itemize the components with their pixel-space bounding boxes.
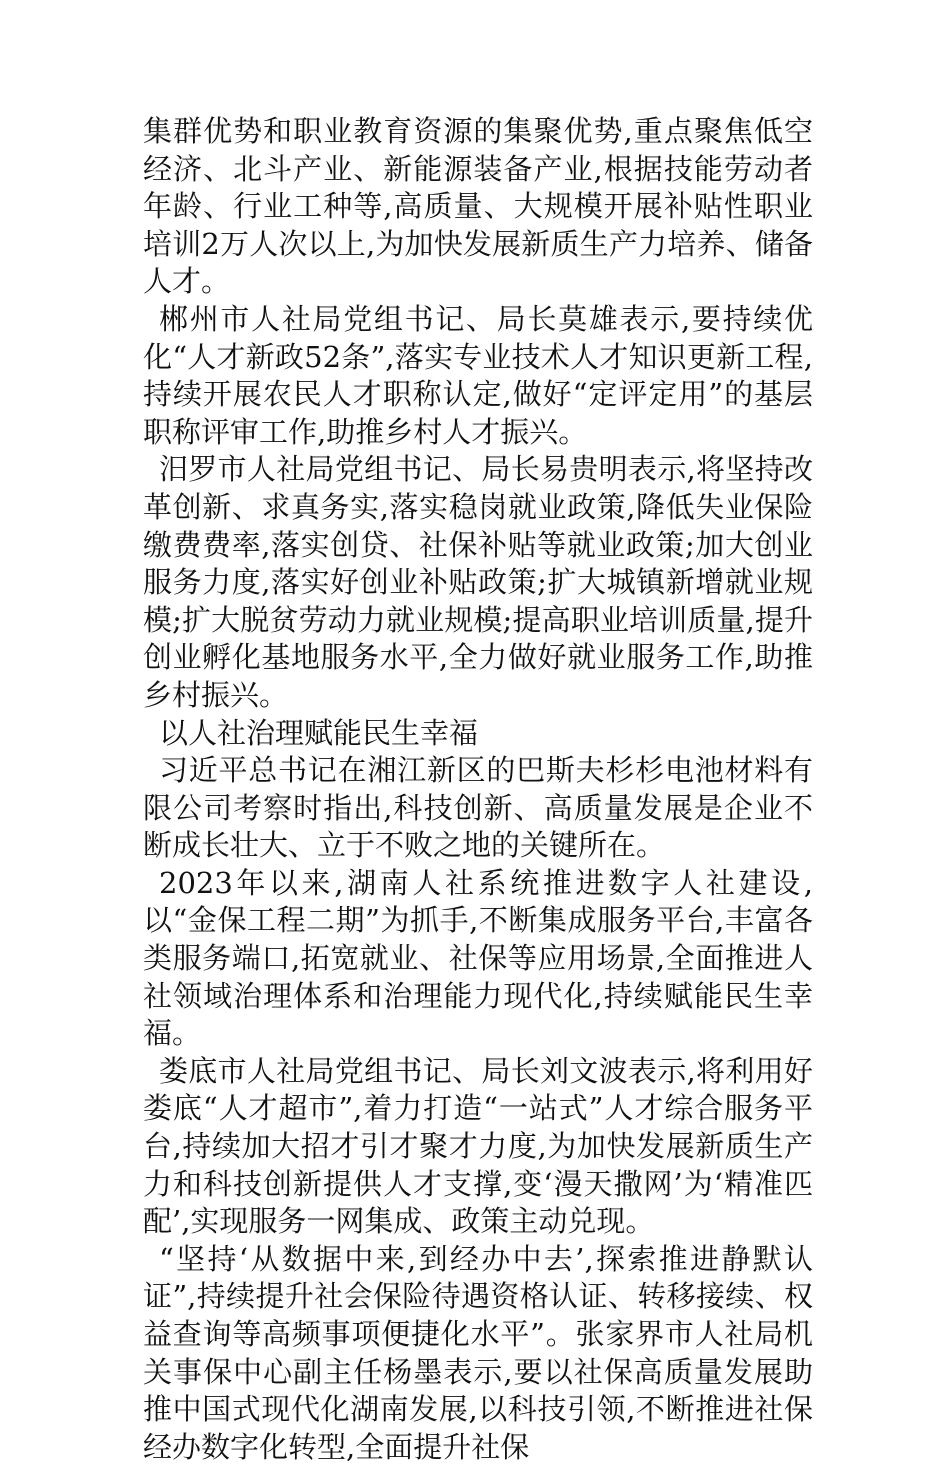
paragraph-zhangjiajie: “坚持‘从数据中来,到经办中去’,探索推进静默认证”,持续提升社会保险待遇资格认证、转移接续、权益查询等高频事项便捷化水平”。张家界市人社局机关事保中心副主任杨墨表示,要以社保高质量发展助推中国式现代化湖南发展,以科技引领,不断推进社保经办数字化转型,全面提升社保 xyxy=(143,1241,813,1464)
paragraph-loudi: 娄底市人社局党组书记、局长刘文波表示,将利用好娄底“人才超市”,着力打造“一站式”人才综合服务平台,持续加大招才引才聚才力度,为加快发展新质生产力和科技创新提供人才支撑,变‘漫天撒网’为‘精准匹配’,实现服务一网集成、政策主动兑现。 xyxy=(143,1053,813,1239)
article-body xyxy=(143,113,813,1466)
paragraph-xi-inspection: 习近平总书记在湘江新区的巴斯夫杉杉电池材料有限公司考察时指出,科技创新、高质量发展是企业不断成长壮大、立于不败之地的关键所在。 xyxy=(143,753,813,863)
paragraph-talent-training: 集群优势和职业教育资源的集聚优势,重点聚焦低空经济、北斗产业、新能源装备产业,根据技能劳动者年龄、行业工种等,高质量、大规模开展补贴性职业培训2万人次以上,为加快发展新质生产力培养、储备人才。 xyxy=(143,114,813,299)
paragraph-digital-hrss: 2023年以来,湖南人社系统推进数字人社建设,以“金保工程二期”为抓手,不断集成服务平台,丰富各类服务端口,拓宽就业、社保等应用场景,全面推进人社领域治理体系和治理能力现代化,持续赋能民生幸福。 xyxy=(143,865,813,1051)
paragraph-chenzhou: 郴州市人社局党组书记、局长莫雄表示,要持续优化“人才新政52条”,落实专业技术人才知识更新工程,持续开展农民人才职称认定,做好“定评定用”的基层职称评审工作,助推乡村人才振兴。 xyxy=(143,301,813,449)
section-heading: 以人社治理赋能民生幸福 xyxy=(159,715,479,750)
paragraph-miluo: 汨罗市人社局党组书记、局长易贵明表示,将坚持改革创新、求真务实,落实稳岗就业政策,降低失业保险缴费费率,落实创贷、社保补贴等就业政策;加大创业服务力度,落实好创业补贴政策;扩大城镇新增就业规模;扩大脱贫劳动力就业规模;提高职业培训质量,提升创业孵化基地服务水平,全力做好就业服务工作,助推乡村振兴。 xyxy=(143,452,813,712)
